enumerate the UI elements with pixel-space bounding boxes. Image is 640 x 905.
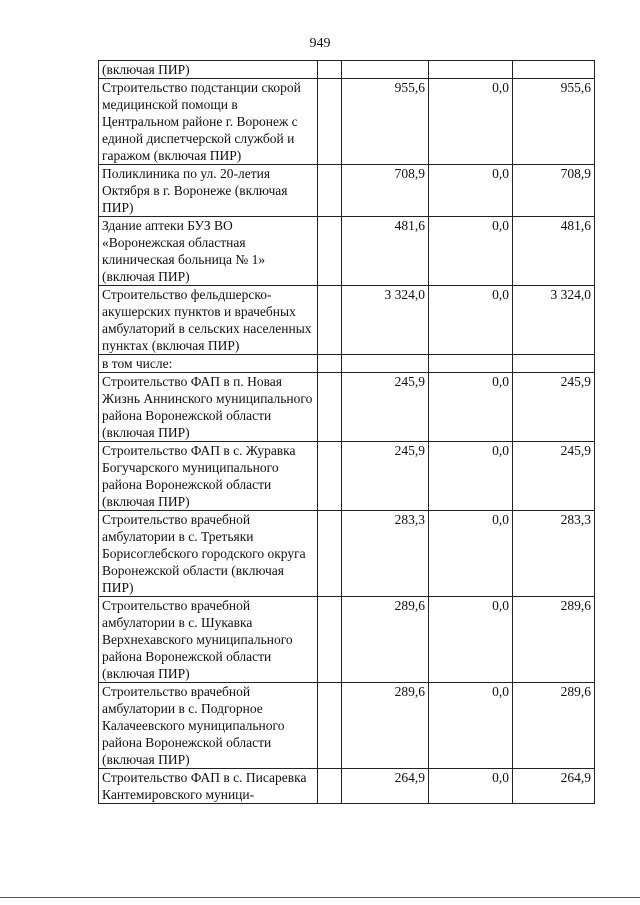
table-row [99, 61, 595, 79]
cell-value-2: 0,0 [429, 597, 513, 683]
cell-empty [318, 165, 342, 217]
cell-value-3 [513, 355, 595, 373]
cell-value-1: 289,6 [342, 597, 429, 683]
table-row [99, 597, 595, 683]
cell-value-1: 245,9 [342, 442, 429, 511]
cell-empty [318, 79, 342, 165]
cell-value-2: 0,0 [429, 511, 513, 597]
page-number: 949 [309, 36, 331, 51]
cell-object-name: Строительство ФАП в п. Новая Жизнь Аннинского муниципального района Воронежской области (включая ПИР) [99, 373, 318, 442]
cell-value-3: 289,6 [513, 683, 595, 769]
cell-value-2: 0,0 [429, 769, 513, 804]
cell-object-name: Здание аптеки БУЗ ВО «Воронежская областная клиническая больница № 1» (включая ПИР) [99, 217, 318, 286]
cell-value-3: 283,3 [513, 511, 595, 597]
cell-value-3 [513, 61, 595, 79]
cell-value-2: 0,0 [429, 683, 513, 769]
cell-object-name: Поликлиника по ул. 20-летия Октября в г. Воронеже (включая ПИР) [99, 165, 318, 217]
table-row [99, 373, 595, 442]
cell-value-3: 3 324,0 [513, 286, 595, 355]
budget-table [98, 60, 595, 804]
table-row [99, 165, 595, 217]
budget-table-body [99, 61, 595, 804]
table-row [99, 217, 595, 286]
cell-value-1: 481,6 [342, 217, 429, 286]
cell-value-2: 0,0 [429, 286, 513, 355]
table-row [99, 442, 595, 511]
cell-value-2 [429, 355, 513, 373]
cell-value-3: 245,9 [513, 442, 595, 511]
cell-value-2: 0,0 [429, 217, 513, 286]
cell-value-1 [342, 61, 429, 79]
cell-empty [318, 61, 342, 79]
cell-empty [318, 373, 342, 442]
cell-empty [318, 511, 342, 597]
cell-value-1: 3 324,0 [342, 286, 429, 355]
cell-value-2: 0,0 [429, 442, 513, 511]
cell-empty [318, 442, 342, 511]
cell-value-1 [342, 355, 429, 373]
cell-empty [318, 286, 342, 355]
cell-empty [318, 683, 342, 769]
cell-value-3: 955,6 [513, 79, 595, 165]
table-row [99, 286, 595, 355]
cell-value-3: 708,9 [513, 165, 595, 217]
cell-value-2 [429, 61, 513, 79]
cell-object-name: Строительство ФАП в с. Журавка Богучарского муниципального района Воронежской области (включая ПИР) [99, 442, 318, 511]
cell-value-3: 245,9 [513, 373, 595, 442]
cell-value-3: 481,6 [513, 217, 595, 286]
table-row [99, 355, 595, 373]
cell-value-1: 708,9 [342, 165, 429, 217]
cell-value-1: 289,6 [342, 683, 429, 769]
cell-object-name: Строительство подстанции скорой медицинской помощи в Центральном районе г. Воронеж с единой диспетчерской службой и гаражом (включая ПИР) [99, 79, 318, 165]
cell-empty [318, 597, 342, 683]
cell-object-name: Строительство ФАП в с. Писаревка Кантемировского муници- [99, 769, 318, 804]
cell-value-1: 245,9 [342, 373, 429, 442]
cell-object-name: Строительство врачебной амбулатории в с. Подгорное Калачеевского муниципального района Воронежской области (включая ПИР) [99, 683, 318, 769]
cell-empty [318, 217, 342, 286]
table-row [99, 683, 595, 769]
cell-value-1: 264,9 [342, 769, 429, 804]
cell-object-name: Строительство врачебной амбулатории в с. Третьяки Борисоглебского городского округа Воронежской области (включая ПИР) [99, 511, 318, 597]
cell-object-name: (включая ПИР) [99, 61, 318, 79]
cell-value-2: 0,0 [429, 165, 513, 217]
cell-value-1: 955,6 [342, 79, 429, 165]
table-row [99, 511, 595, 597]
cell-object-name: Строительство фельдшерско-акушерских пунктов и врачебных амбулаторий в сельских населенных пунктах (включая ПИР) [99, 286, 318, 355]
cell-object-name: в том числе: [99, 355, 318, 373]
cell-object-name: Строительство врачебной амбулатории в с. Шукавка Верхнехавского муниципального района Воронежской области (включая ПИР) [99, 597, 318, 683]
cell-empty [318, 355, 342, 373]
table-row [99, 79, 595, 165]
cell-value-2: 0,0 [429, 373, 513, 442]
table-row [99, 769, 595, 804]
page-bottom-rule [0, 897, 640, 898]
cell-value-1: 283,3 [342, 511, 429, 597]
cell-value-2: 0,0 [429, 79, 513, 165]
cell-value-3: 264,9 [513, 769, 595, 804]
cell-empty [318, 769, 342, 804]
cell-value-3: 289,6 [513, 597, 595, 683]
